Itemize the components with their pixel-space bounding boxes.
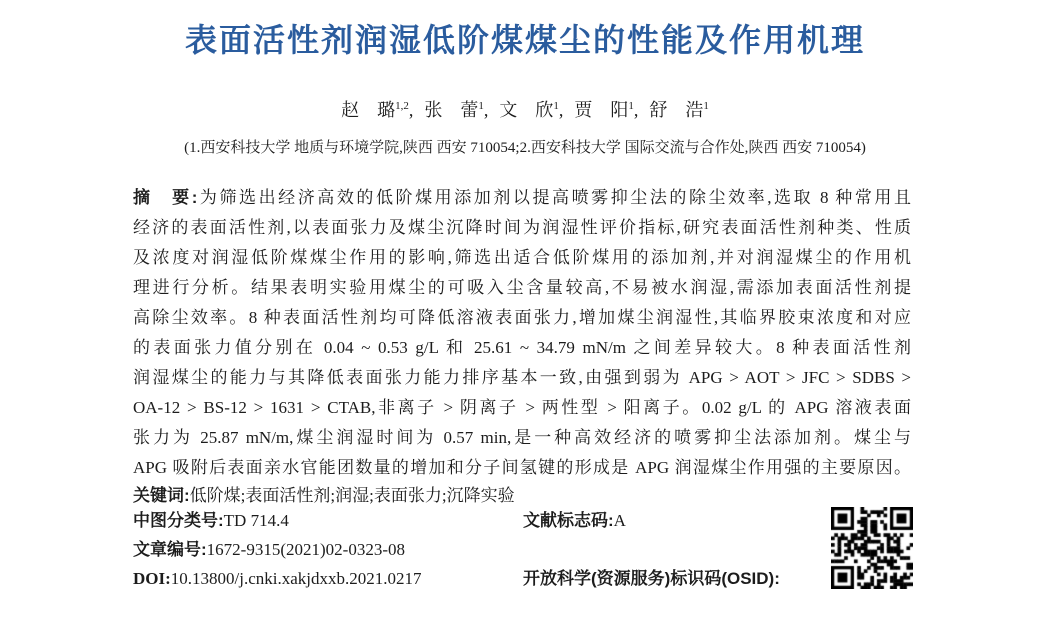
author-affmark: 1: [703, 100, 709, 112]
osid-row: [523, 567, 780, 591]
doi-label: DOI:: [133, 569, 171, 588]
doi-row: [133, 567, 422, 591]
author-affmark: 1: [478, 100, 484, 112]
keywords-row: [133, 483, 515, 509]
author-name: 贾 阳: [574, 100, 629, 120]
author-separator: ,: [633, 100, 639, 120]
affiliation-line: (1.西安科技大学 地质与环境学院,陕西 西安 710054;2.西安科技大学 国际交流与合作处,陕西 西安 710054): [184, 140, 866, 156]
document-code-row: [523, 509, 626, 533]
author: [424, 100, 499, 120]
clc-number-row: [133, 509, 289, 533]
authors-line: [0, 96, 1050, 124]
author-separator: ,: [408, 100, 414, 120]
author-affmark: 1: [553, 100, 559, 112]
author-name: 赵 璐: [341, 100, 396, 120]
author-name: 文 欣: [499, 100, 554, 120]
abstract-line: [133, 183, 911, 213]
abstract-line: 理进行分析。结果表明实验用煤尘的可吸入尘含量较高,不易被水润湿,需添加表面活性剂提: [133, 278, 911, 297]
abstract-line: 及浓度对润湿低阶煤煤尘作用的影响,筛选出适合低阶煤用的添加剂,并对润湿煤尘的作用机: [133, 248, 911, 267]
abstract-line: OA-12 > BS-12 > 1631 > CTAB,非离子 > 阴离子 > 两性型 > 阳离子。0.02 g/L 的 APG 溶液表面: [133, 398, 911, 417]
author-affmark: 1,2: [395, 100, 409, 112]
abstract-line: 高除尘效率。8 种表面活性剂均可降低溶液表面张力,增加煤尘润湿性,其临界胶束浓度和对应: [133, 308, 911, 327]
author-separator: ,: [558, 100, 564, 120]
author: [649, 100, 709, 120]
paper-title: 表面活性剂润湿低阶煤煤尘的性能及作用机理: [184, 22, 865, 58]
osid-qr-code-icon: [831, 507, 913, 589]
keywords-label: 关键词:: [133, 486, 190, 505]
osid-label: 开放科学(资源服务)标识码(OSID):: [523, 569, 780, 588]
abstract-line: 润湿煤尘的能力与其降低表面张力能力排序基本一致,由强到弱为 APG > AOT > JFC > SDBS >: [133, 368, 911, 387]
author: [574, 100, 649, 120]
abstract-label: 摘 要:: [133, 188, 198, 207]
abstract-line: APG 吸附后表面亲水官能团数量的增加和分子间氢键的形成是 APG 润湿煤尘作用强的主要原因。: [133, 458, 911, 477]
article-number-label: 文章编号:: [133, 540, 207, 559]
author-separator: ,: [483, 100, 489, 120]
clc-value: TD 714.4: [223, 511, 289, 530]
document-code-value: A: [613, 511, 626, 530]
author-name: 张 蕾: [424, 100, 479, 120]
doi-value: 10.13800/j.cnki.xakjdxxb.2021.0217: [170, 569, 422, 588]
abstract-line: 张力为 25.87 mN/m,煤尘润湿时间为 0.57 min,是一种高效经济的喷雾抑尘法添加剂。煤尘与: [133, 428, 911, 447]
article-number-value: 1672-9315(2021)02-0323-08: [206, 540, 405, 559]
article-number-row: [133, 538, 405, 562]
author: [341, 100, 424, 120]
abstract-block: [133, 183, 911, 483]
author-affmark: 1: [628, 100, 634, 112]
author: [499, 100, 574, 120]
abstract-line: 的表面张力值分别在 0.04 ~ 0.53 g/L 和 25.61 ~ 34.79 mN/m 之间差异较大。8 种表面活性剂: [133, 338, 911, 357]
abstract-line: 经济的表面活性剂,以表面张力及煤尘沉降时间为润湿性评价指标,研究表面活性剂种类、性质: [133, 218, 911, 237]
abstract-text: 为筛选出经济高效的低阶煤用添加剂以提高喷雾抑尘法的除尘效率,选取 8 种常用且: [197, 188, 911, 207]
document-code-label: 文献标志码:: [523, 511, 614, 530]
clc-label: 中图分类号:: [133, 511, 224, 530]
author-name: 舒 浩: [649, 100, 704, 120]
keywords-text: 低阶煤;表面活性剂;润湿;表面张力;沉降实验: [189, 486, 515, 505]
